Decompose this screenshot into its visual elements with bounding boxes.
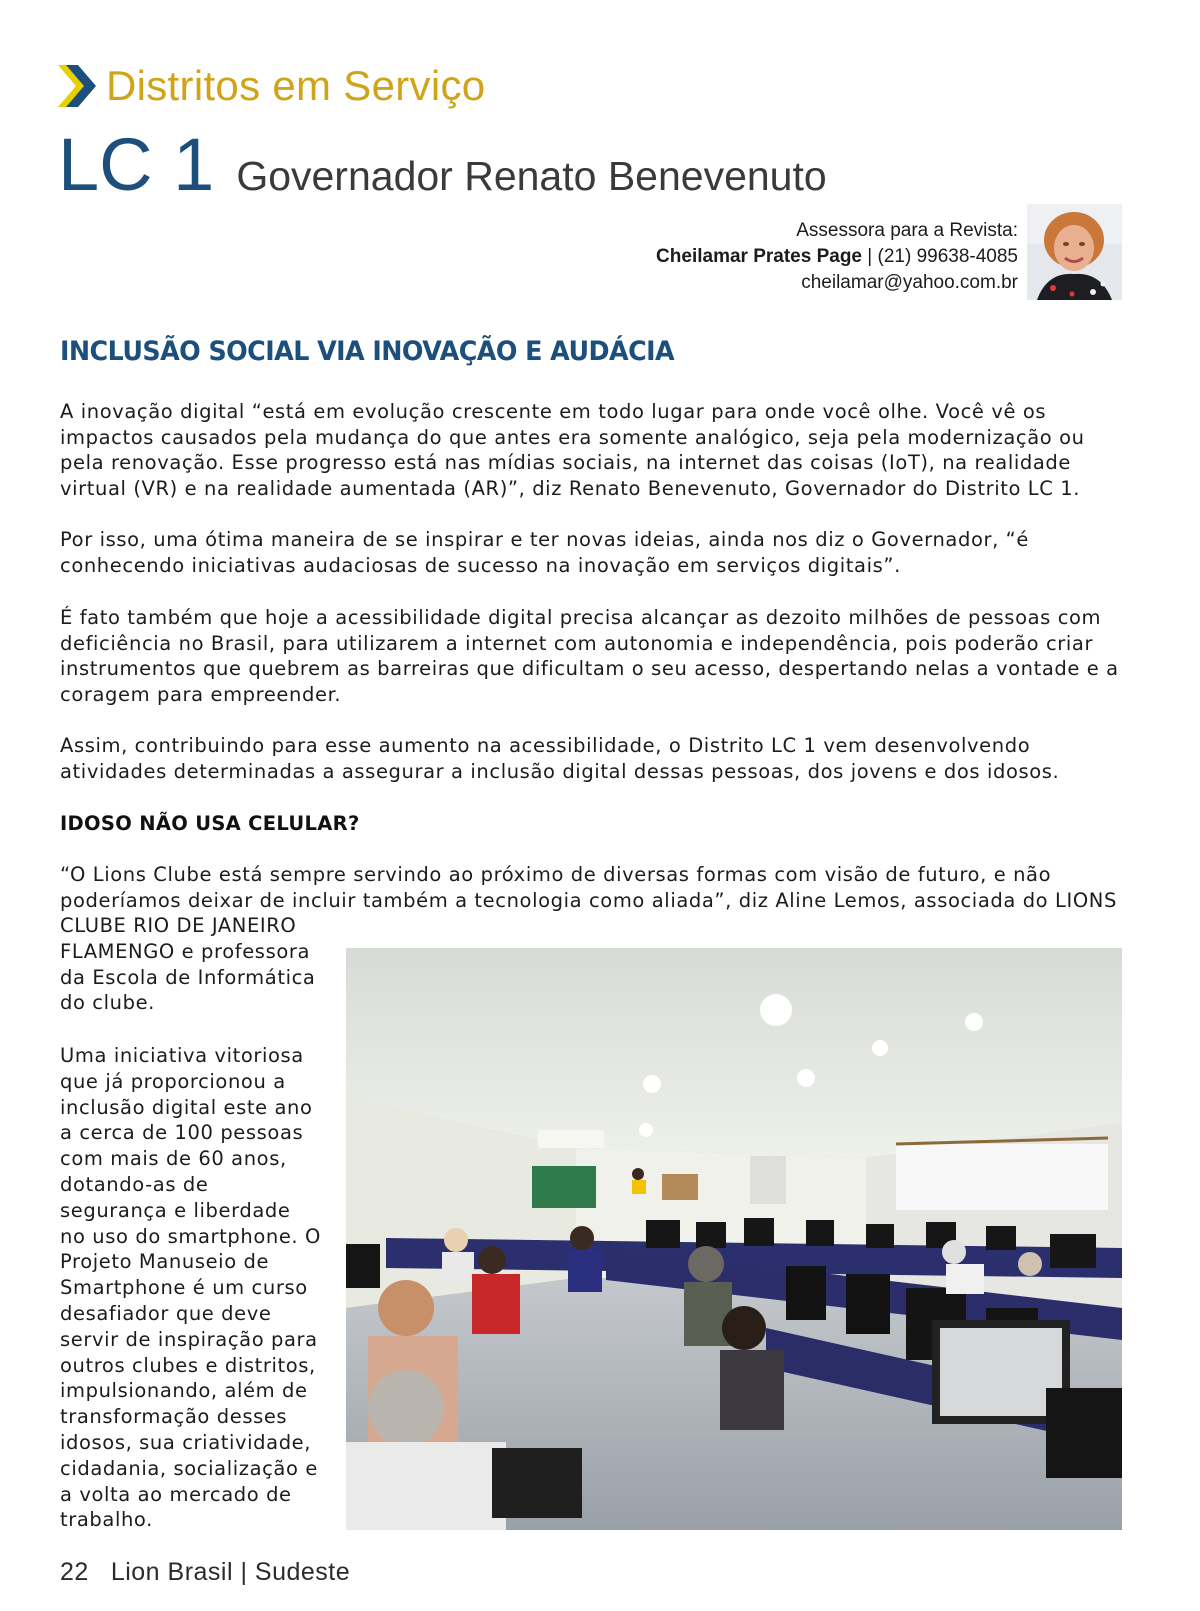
page-number: 22 xyxy=(60,1558,89,1586)
contact-name-phone xyxy=(656,244,1018,270)
article-paragraph-2: Por isso, uma ótima maneira de se inspirar e ter novas ideias, ainda nos diz o Governador, “é conhecendo iniciativas audaciosas de sucesso na inovação em serviços digitais”. xyxy=(60,528,1029,577)
contact-name: Cheilamar Prates Page xyxy=(656,246,862,267)
section-title: Distritos em Serviço xyxy=(106,62,486,109)
publication-name: Lion Brasil | Sudeste xyxy=(110,1558,351,1586)
contact-separator: | xyxy=(862,246,878,267)
chevron-icon xyxy=(58,63,98,109)
district-heading xyxy=(58,123,827,206)
contact-email: cheilamar@yahoo.com.br xyxy=(801,272,1018,293)
contact-phone: (21) 99638-4085 xyxy=(877,246,1018,267)
classroom-photo xyxy=(346,948,1122,1530)
article-quote-paragraph: “O Lions Clube está sempre servindo ao próximo de diversas formas com visão de futuro, e não poderíamos deixar de incluir também a tecnologia como aliada”, diz Aline Lemos, associada do LIONS xyxy=(60,863,1117,912)
district-governor-name: Governador Renato Benevenuto xyxy=(236,153,827,199)
page-footer xyxy=(60,1558,350,1587)
article-paragraph-3: É fato também que hoje a acessibilidade digital precisa alcançar as dezoito milhões de pessoas com deficiência no Brasil, para utilizarem a internet com autonomia e independência, pois poderão criar instrumentos que quebrem as barreiras que dificultam o seu acesso, despertando nelas a vontade e a coragem para empreender. xyxy=(60,606,1119,707)
article-subheading: IDOSO NÃO USA CELULAR? xyxy=(60,812,360,835)
article-final-paragraph: Uma iniciativa vitoriosa que já proporcionou a inclusão digital este ano a cerca de 100 pessoas com mais de 60 anos, dotando-as de segurança e liberdade no uso do smartphone. O Projeto Manuseio de Smartphone é um curso desafiador que deve servir de inspiração para outros clubes e distritos, impulsionando, além de transformação desses idosos, sua criatividade, cidadania, socialização e a volta ao mercado de trabalho. xyxy=(60,1044,321,1532)
contact-block xyxy=(656,218,1018,296)
article-paragraph-1: A inovação digital “está em evolução crescente em todo lugar para onde você olhe. Você vê os impactos causados pela mudança do que antes era somente analógico, seja pela modernização ou pela renovação. Esse progresso está nas mídias sociais, na internet das coisas (IoT), na realidade virtual (VR) e na realidade aumentada (AR)”, diz Renato Benevenuto, Governador do Distrito LC 1. xyxy=(60,400,1085,501)
district-code: LC 1 xyxy=(58,123,215,206)
section-header xyxy=(58,60,485,112)
article-headline: INCLUSÃO SOCIAL VIA INOVAÇÃO E AUDÁCIA xyxy=(60,336,675,367)
article-quote-continuation: CLUBE RIO DE JANEIRO FLAMENGO e professora da Escola de Informática do clube. xyxy=(60,914,316,1015)
article-paragraph-4: Assim, contribuindo para esse aumento na acessibilidade, o Distrito LC 1 vem desenvolvendo atividades determinadas a assegurar a inclusão digital dessas pessoas, dos jovens e dos idosos. xyxy=(60,734,1060,783)
contact-role: Assessora para a Revista: xyxy=(796,220,1018,241)
contact-portrait-photo xyxy=(1027,204,1122,300)
